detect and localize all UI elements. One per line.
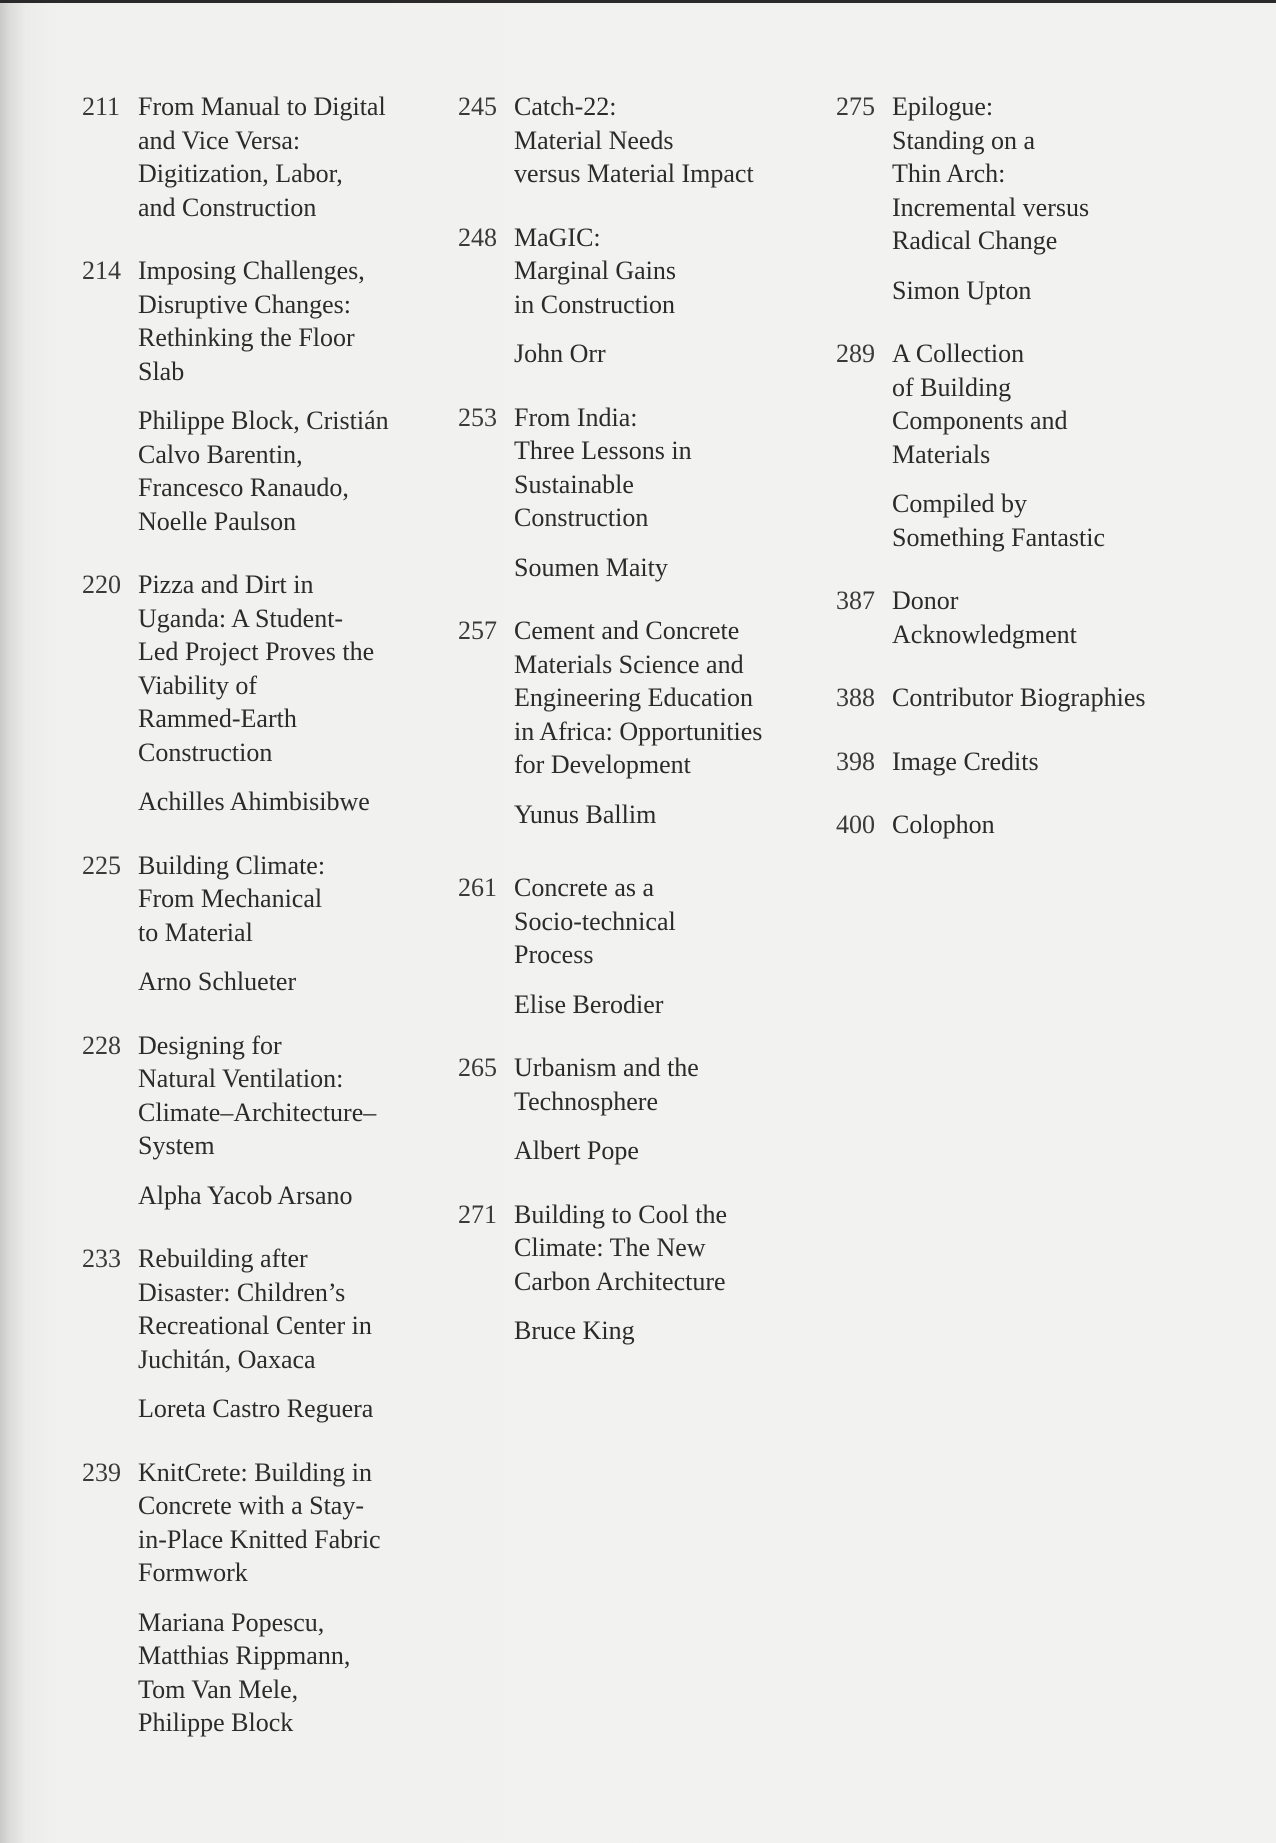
toc-entry <box>82 1456 442 1740</box>
toc-page-number: 388 <box>836 683 875 712</box>
toc-title-line: Recreational Center in <box>138 1311 372 1340</box>
toc-entry-authors <box>138 404 442 538</box>
toc-title-line: for Development <box>514 750 691 779</box>
toc-page-number: 239 <box>82 1457 121 1487</box>
toc-column-2 <box>458 90 818 1378</box>
toc-author-line: Simon Upton <box>892 275 1032 305</box>
toc-title-line: From Manual to Digital <box>138 92 386 121</box>
toc-page-number: 387 <box>836 586 875 615</box>
toc-title-line: to Material <box>138 917 253 947</box>
page-top-edge <box>0 0 1276 3</box>
toc-author-line: Matthias Rippmann, <box>138 1641 351 1670</box>
toc-author-line: Noelle Paulson <box>138 506 297 536</box>
toc-author-line: Francesco Ranaudo, <box>138 473 349 502</box>
toc-entry-authors <box>514 337 818 371</box>
toc-column-3 <box>836 90 1236 872</box>
toc-entry-title <box>514 1198 818 1299</box>
toc-entry <box>836 745 1236 779</box>
toc-title-line: Disruptive Changes: <box>138 289 352 319</box>
toc-title-line: Slab <box>138 356 185 386</box>
toc-title-line: Construction <box>138 737 273 767</box>
toc-title-line: of Building <box>892 372 1012 402</box>
toc-author-line: Loreta Castro Reguera <box>138 1394 374 1423</box>
toc-entry-title <box>892 584 1236 651</box>
toc-column-1 <box>82 90 442 1770</box>
toc-author-line: Soumen Maity <box>514 552 668 582</box>
toc-title-line: Three Lessons in <box>514 436 692 465</box>
toc-entry-body <box>138 1456 442 1740</box>
toc-entry-body <box>892 337 1236 554</box>
toc-title-line: Viability of <box>138 670 258 700</box>
toc-entry <box>82 568 442 819</box>
toc-entry <box>836 584 1236 651</box>
toc-entry <box>836 90 1236 307</box>
toc-title-line: Materials <box>892 439 991 469</box>
toc-entry-authors <box>514 798 818 832</box>
toc-entry <box>458 221 818 371</box>
toc-page-number: 225 <box>82 850 121 880</box>
toc-entry-authors <box>138 1606 442 1740</box>
toc-entry-authors <box>514 1134 818 1168</box>
toc-entry-body <box>514 871 818 1021</box>
toc-entry-title <box>514 90 818 191</box>
toc-author-line: Tom Van Mele, <box>138 1674 299 1704</box>
toc-title-line: Acknowledgment <box>892 619 1077 649</box>
toc-title-line: Rethinking the Floor <box>138 323 355 352</box>
toc-title-line: in-Place Knitted Fabric <box>138 1524 381 1554</box>
toc-page-number: 257 <box>458 616 497 645</box>
toc-title-line: Construction <box>514 503 649 532</box>
toc-entry-body <box>138 849 442 999</box>
toc-author-line: Albert Pope <box>514 1136 639 1165</box>
toc-entry-title <box>138 254 442 388</box>
toc-page-number: 271 <box>458 1199 497 1229</box>
toc-title-line: Digitization, Labor, <box>138 159 343 188</box>
toc-author-line: John Orr <box>514 339 606 368</box>
toc-entry-body <box>514 614 818 831</box>
toc-title-line: Juchitán, Oaxaca <box>138 1344 316 1374</box>
toc-title-line: Process <box>514 940 594 969</box>
toc-entry <box>82 1242 442 1426</box>
toc-page-number: 253 <box>458 402 497 432</box>
toc-entry <box>82 90 442 224</box>
toc-entry-title <box>514 871 818 972</box>
toc-entry-title <box>514 1051 818 1118</box>
toc-title-line: Concrete as a <box>514 873 655 902</box>
toc-title-line: Climate: The New <box>514 1233 706 1262</box>
toc-entry <box>836 808 1236 842</box>
toc-entry-title <box>892 90 1236 258</box>
toc-entry-body <box>892 808 1236 842</box>
toc-entry-title <box>514 614 818 782</box>
toc-entry-title <box>138 1029 442 1163</box>
toc-title-line: Pizza and Dirt in <box>138 570 314 599</box>
toc-title-line: Designing for <box>138 1030 282 1060</box>
toc-entry-body <box>138 1242 442 1426</box>
toc-title-line: Technosphere <box>514 1086 659 1116</box>
toc-title-line: Thin Arch: <box>892 159 1006 188</box>
toc-author-line: Compiled by <box>892 489 1028 518</box>
toc-entry <box>458 1051 818 1168</box>
toc-title-line: Led Project Proves the <box>138 637 375 666</box>
toc-title-line: Rammed-Earth <box>138 704 297 733</box>
toc-title-line: Engineering Education <box>514 683 753 712</box>
toc-entry <box>82 254 442 538</box>
toc-author-line: Yunus Ballim <box>514 799 657 829</box>
toc-entry <box>82 849 442 999</box>
toc-entry-body <box>138 90 442 224</box>
toc-entry-body <box>514 1198 818 1348</box>
toc-title-line: Contributor Biographies <box>892 683 1146 712</box>
toc-entry-authors <box>138 785 442 819</box>
toc-title-line: Natural Ventilation: <box>138 1064 344 1093</box>
toc-author-line: Philippe Block <box>138 1708 294 1737</box>
toc-title-line: From India: <box>514 402 638 432</box>
toc-title-line: Material Needs <box>514 125 674 155</box>
toc-page-number: 265 <box>458 1053 497 1082</box>
toc-title-line: MaGIC: <box>514 222 601 252</box>
toc-entry-title <box>892 808 1236 842</box>
toc-title-line: KnitCrete: Building in <box>138 1457 372 1487</box>
toc-author-line: Achilles Ahimbisibwe <box>138 787 370 816</box>
toc-page-number: 289 <box>836 339 875 368</box>
toc-title-line: Image Credits <box>892 746 1039 776</box>
toc-title-line: Disaster: Children’s <box>138 1277 346 1307</box>
toc-title-line: Building to Cool the <box>514 1199 728 1229</box>
toc-entry-title <box>514 401 818 535</box>
toc-author-line: Something Fantastic <box>892 522 1106 552</box>
toc-entry-title <box>138 90 442 224</box>
toc-entry-body <box>138 1029 442 1213</box>
toc-title-line: Socio-technical <box>514 906 676 936</box>
toc-entry <box>836 681 1236 715</box>
toc-title-line: versus Material Impact <box>514 159 754 188</box>
toc-entry-authors <box>892 274 1236 308</box>
toc-entry-title <box>138 849 442 950</box>
toc-entry-body <box>514 1051 818 1168</box>
toc-title-line: Materials Science and <box>514 649 744 679</box>
toc-title-line: Rebuilding after <box>138 1244 308 1273</box>
toc-page-number: 214 <box>82 256 121 285</box>
toc-title-line: A Collection <box>892 339 1025 368</box>
toc-entry <box>458 401 818 585</box>
toc-entry-authors <box>514 988 818 1022</box>
toc-author-line: Arno Schlueter <box>138 967 297 996</box>
toc-page-number: 398 <box>836 746 875 776</box>
toc-title-line: Incremental versus <box>892 192 1090 222</box>
toc-entry-title <box>138 1456 442 1590</box>
toc-entry <box>458 614 818 831</box>
toc-entry <box>82 1029 442 1213</box>
toc-entry-title <box>138 1242 442 1376</box>
toc-title-line: Marginal Gains <box>514 256 676 285</box>
toc-entry <box>458 871 818 1021</box>
toc-title-line: Imposing Challenges, <box>138 256 365 285</box>
toc-author-line: Calvo Barentin, <box>138 439 303 469</box>
toc-entry <box>836 337 1236 554</box>
toc-entry-title <box>138 568 442 769</box>
toc-author-line: Bruce King <box>514 1316 635 1345</box>
toc-title-line: Sustainable <box>514 469 634 499</box>
toc-entry <box>458 1198 818 1348</box>
toc-title-line: and Vice Versa: <box>138 125 301 155</box>
toc-title-line: Radical Change <box>892 226 1058 255</box>
toc-entry-title <box>892 745 1236 779</box>
toc-title-line: Uganda: A Student- <box>138 603 344 633</box>
toc-entry-body <box>514 90 818 191</box>
toc-title-line: Donor <box>892 586 959 615</box>
toc-entry-title <box>514 221 818 322</box>
toc-title-line: Building Climate: <box>138 850 326 880</box>
toc-title-line: System <box>138 1131 215 1160</box>
toc-entry-authors <box>138 965 442 999</box>
toc-title-line: Components and <box>892 406 1068 435</box>
toc-title-line: in Construction <box>514 289 676 319</box>
toc-title-line: Urbanism and the <box>514 1053 699 1082</box>
toc-title-line: Cement and Concrete <box>514 616 740 645</box>
toc-author-line: Mariana Popescu, <box>138 1607 325 1637</box>
toc-entry-title <box>892 337 1236 471</box>
toc-title-line: in Africa: Opportunities <box>514 716 763 746</box>
toc-page-number: 248 <box>458 222 497 252</box>
toc-entry-authors <box>514 551 818 585</box>
toc-entry-authors <box>514 1314 818 1348</box>
toc-author-line: Elise Berodier <box>514 989 664 1019</box>
toc-title-line: and Construction <box>138 192 317 222</box>
toc-entry-body <box>138 254 442 538</box>
toc-title-line: Climate–Architecture– <box>138 1097 377 1127</box>
toc-title-line: From Mechanical <box>138 884 323 913</box>
toc-entry-title <box>892 681 1236 715</box>
toc-title-line: Epilogue: <box>892 92 994 121</box>
toc-title-line: Formwork <box>138 1558 248 1587</box>
toc-entry-body <box>514 221 818 371</box>
toc-entry-body <box>514 401 818 585</box>
toc-author-line: Philippe Block, Cristián <box>138 406 389 435</box>
toc-title-line: Standing on a <box>892 125 1035 155</box>
toc-page-number: 261 <box>458 873 497 902</box>
toc-entry-authors <box>138 1179 442 1213</box>
toc-entry-authors <box>138 1392 442 1426</box>
toc-entry-authors <box>892 487 1236 554</box>
toc-page-number: 233 <box>82 1244 121 1273</box>
toc-page-number: 275 <box>836 92 875 121</box>
toc-entry <box>458 90 818 191</box>
toc-page-number: 211 <box>82 92 121 121</box>
toc-title-line: Carbon Architecture <box>514 1266 726 1296</box>
toc-entry-body <box>138 568 442 819</box>
toc-page-number: 400 <box>836 810 875 839</box>
toc-title-line: Colophon <box>892 810 995 839</box>
toc-page-number: 245 <box>458 92 497 121</box>
toc-entry-body <box>892 681 1236 715</box>
toc-entry-body <box>892 745 1236 779</box>
toc-entry-body <box>892 584 1236 651</box>
toc-author-line: Alpha Yacob Arsano <box>138 1180 353 1210</box>
toc-entry-body <box>892 90 1236 307</box>
toc-page-number: 228 <box>82 1030 121 1060</box>
toc-page-number: 220 <box>82 570 121 599</box>
toc-title-line: Concrete with a Stay- <box>138 1491 364 1520</box>
toc-title-line: Catch-22: <box>514 92 617 121</box>
